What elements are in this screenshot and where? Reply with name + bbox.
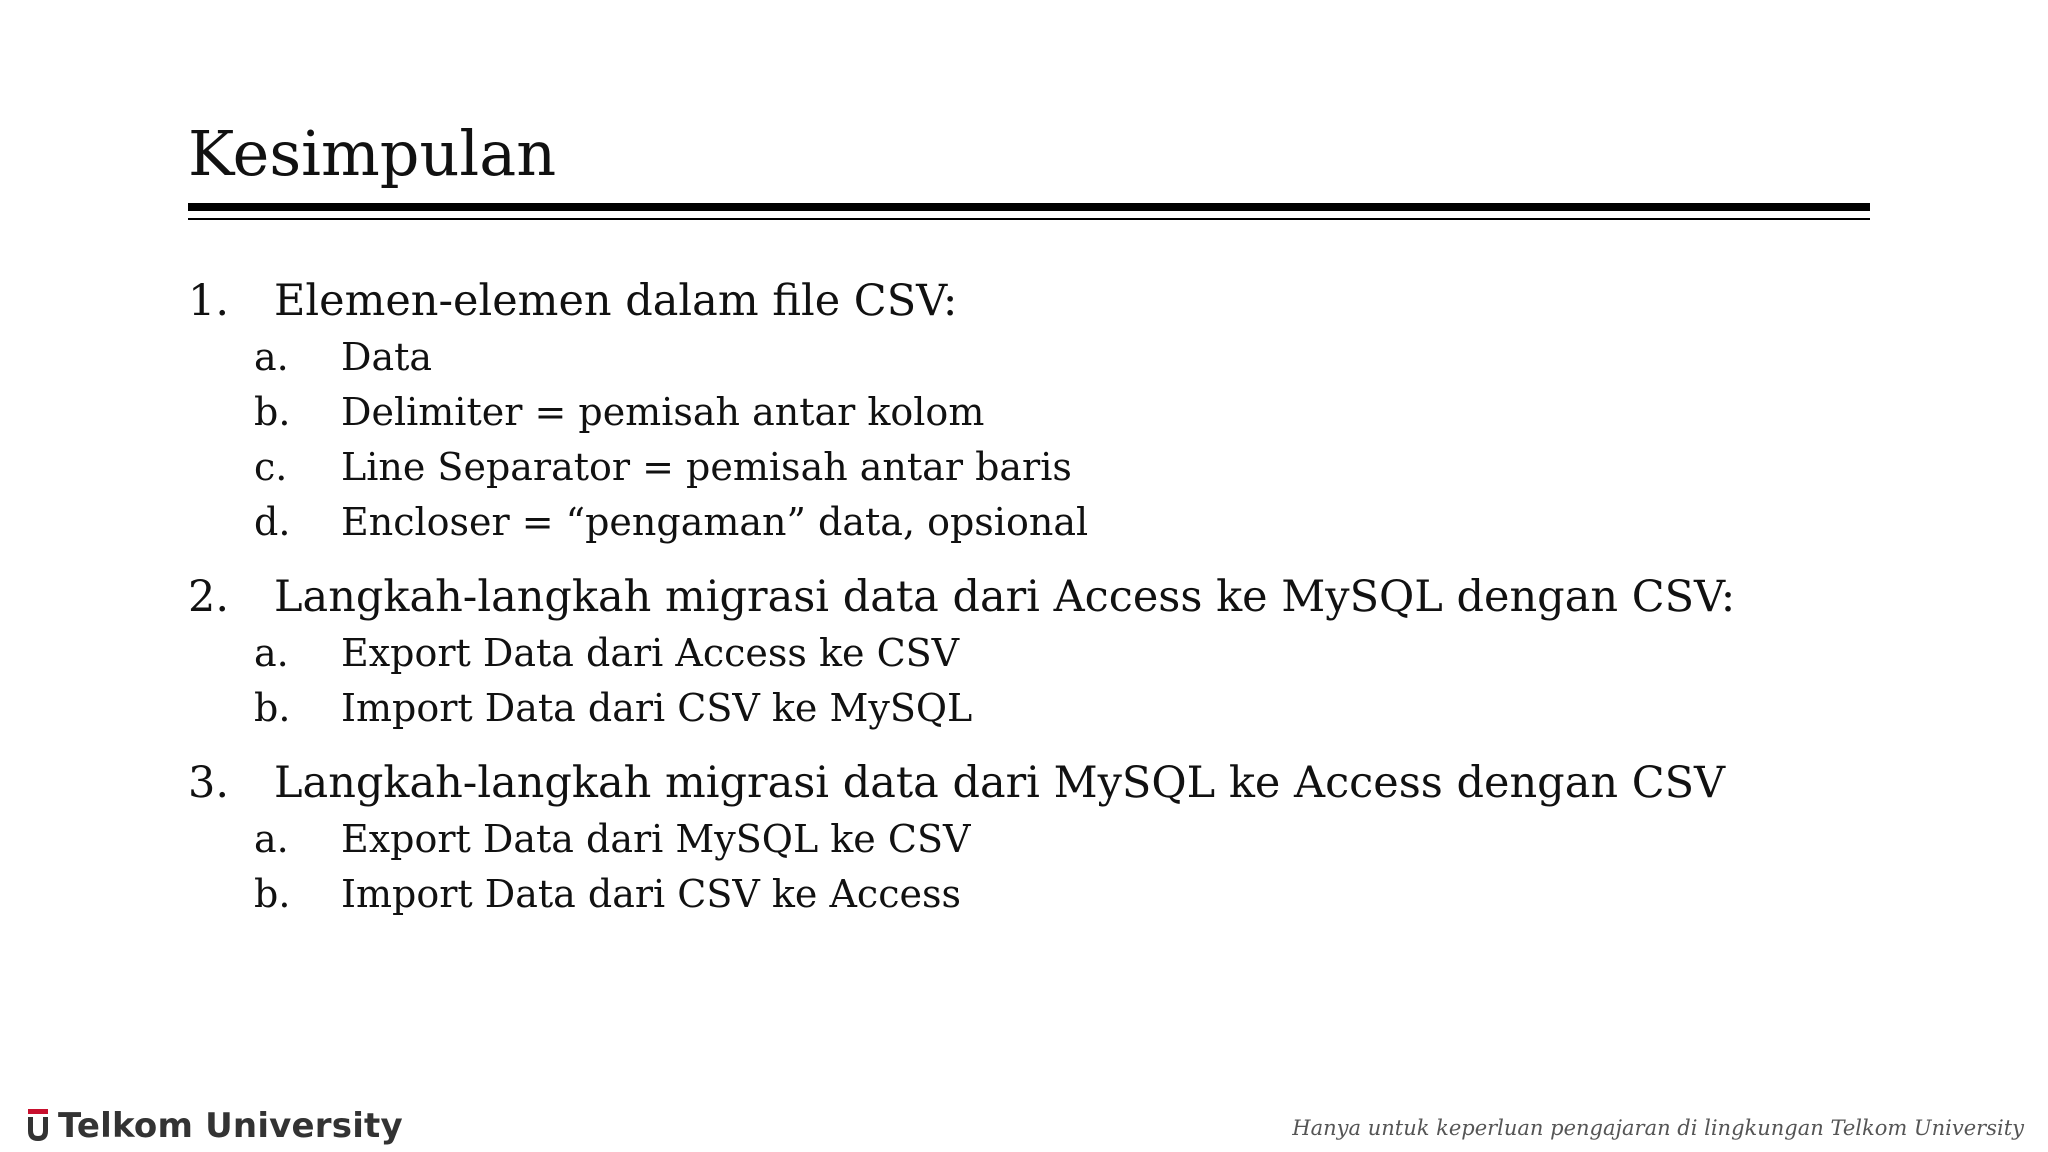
sub-item-text: Data [341,335,433,379]
sub-item-letter: a. [254,817,289,861]
summary-list [188,272,1888,922]
sub-item-text: Export Data dari MySQL ke CSV [341,817,971,861]
sub-item-text: Import Data dari CSV ke MySQL [341,686,973,730]
sub-item-text: Delimiter = pemisah antar kolom [341,390,985,434]
item-number: 1. [188,276,230,326]
slide-title: Kesimpulan [188,117,557,190]
sub-item-letter: d. [254,500,291,544]
sub-item-letter: b. [254,686,291,730]
sub-item [188,330,1888,385]
sub-item [188,495,1888,550]
sub-item-letter: a. [254,335,289,379]
sub-item-text: Line Separator = pemisah antar baris [341,445,1072,489]
sub-item [188,681,1888,736]
sub-item [188,626,1888,681]
logo-text: Telkom University [58,1106,403,1146]
telkom-logo-icon [26,1109,50,1143]
item-number: 3. [188,758,230,808]
sub-item [188,812,1888,867]
sub-item-letter: b. [254,872,291,916]
list-item-1 [188,272,1888,550]
item-text: Langkah-langkah migrasi data dari Access ke MySQL dengan CSV: [274,572,1736,622]
sub-item-text: Export Data dari Access ke CSV [341,631,960,675]
title-rule-thick [188,203,1870,211]
list-item-2 [188,568,1888,736]
sub-item [188,385,1888,440]
sub-item-text: Import Data dari CSV ke Access [341,872,961,916]
sub-item [188,440,1888,495]
footer-note: Hanya untuk keperluan pengajaran di lingkungan Telkom University [1292,1116,2024,1140]
item-text: Elemen-elemen dalam file CSV: [274,276,958,326]
sub-item [188,867,1888,922]
title-rule-thin [188,218,1870,220]
sub-item-letter: a. [254,631,289,675]
item-text: Langkah-langkah migrasi data dari MySQL ke Access dengan CSV [274,758,1726,808]
item-number: 2. [188,572,230,622]
list-item-3 [188,754,1888,922]
sub-item-letter: b. [254,390,291,434]
sub-item-letter: c. [254,445,288,489]
sub-item-text: Encloser = “pengaman” data, opsional [341,500,1089,544]
telkom-university-logo [26,1106,403,1146]
